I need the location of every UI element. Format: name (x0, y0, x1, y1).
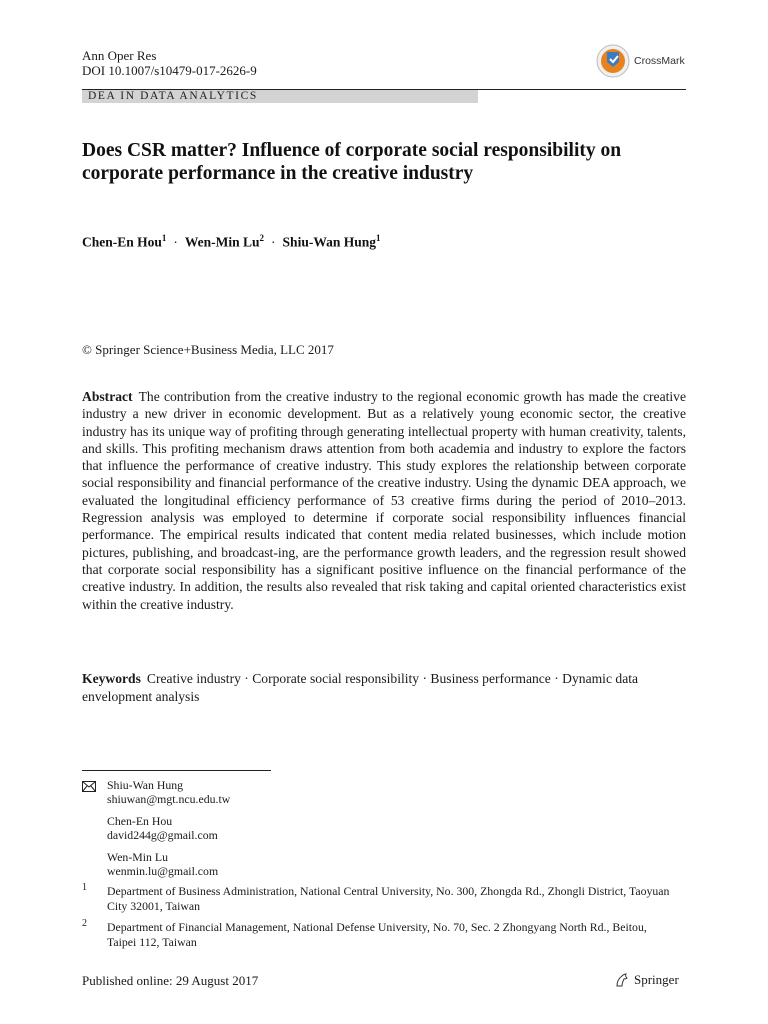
envelope-icon (82, 781, 96, 792)
crossmark-label: CrossMark (634, 55, 685, 67)
author-name[interactable]: Chen-En Hou (82, 234, 162, 250)
contact-name: Wen-Min Lu (107, 850, 168, 864)
author-list (82, 233, 380, 251)
affiliation-text: Department of Business Administration, National Central University, No. 300, Zhongda Rd., Zhongli District, Taoyuan City 32001, Taiwan (107, 884, 670, 913)
abstract-text: The contribution from the creative industry to the regional economic growth has made the creative industry a new driver in economic development. But as a relatively young economic sector, the creative industry has its unique way of profiting through generating intellectual property with human creativity, talents, and skills. This profiting mechanism draws attention from both academia and industry to explore the factors that influence the performance of creative industry. This study explores the relationship between corporate social responsibility and financial performance of the creative industry. Using the dynamic DEA approach, we evaluated the longitudinal efficiency performance of 53 creative firms during the period of 2010–2013. Regression analysis was employed to determine if corporate social responsibility influences financial performance. The empirical results indicated that content media related businesses, which include motion pictures, publishing, and broadcast-ing, are the performance growth leaders, and the regression result showed that corporate social responsibility has a significant positive influence on the financial performance of the creative industry. In addition, the results also revealed that risk taking and capital oriented characteristics exist within the creative industry. (82, 389, 686, 612)
crossmark-icon (596, 44, 630, 78)
affiliation-number: 1 (82, 882, 87, 893)
contact-email[interactable]: david244g@gmail.com (107, 828, 218, 842)
keywords (82, 670, 686, 706)
published-date: Published online: 29 August 2017 (82, 973, 259, 988)
crossmark-badge[interactable] (596, 44, 685, 78)
author-affiliation-mark: 1 (161, 233, 167, 243)
contact-email[interactable]: shiuwan@mgt.ncu.edu.tw (107, 792, 231, 806)
author-affiliation-mark: 1 (375, 233, 381, 243)
contact-name: Shiu-Wan Hung (107, 778, 184, 792)
keywords-text: Creative industry · Corporate social responsibility · Business performance · Dynamic data envelopment analysis (82, 671, 639, 704)
contact-name: Chen-En Hou (107, 814, 173, 828)
copyright-notice: © Springer Science+Business Media, LLC 2017 (82, 342, 334, 357)
author-name[interactable]: Shiu-Wan Hung (282, 234, 376, 250)
doi[interactable]: DOI 10.1007/s10479-017-2626-9 (82, 63, 257, 78)
publisher-name: Springer (634, 972, 679, 987)
section-label: DEA IN DATA ANALYTICS (88, 90, 258, 102)
journal-name: Ann Oper Res (82, 48, 157, 63)
affiliation-number: 2 (82, 918, 87, 929)
footnote-rule (82, 770, 271, 771)
abstract (82, 388, 686, 613)
author-separator: · (271, 234, 276, 250)
contact-email[interactable]: wenmin.lu@gmail.com (107, 864, 219, 878)
keywords-heading: Keywords (82, 671, 141, 686)
author-name[interactable]: Wen-Min Lu (184, 234, 260, 250)
paper-title: Does CSR matter? Influence of corporate social responsibility on corporate performance in the creative industry (82, 140, 622, 184)
abstract-heading: Abstract (82, 389, 133, 404)
publisher-logo (614, 972, 679, 988)
author-separator: · (173, 234, 178, 250)
springer-horse-icon (614, 972, 630, 988)
affiliation-text: Department of Financial Management, National Defense University, No. 70, Sec. 2 Zhongyang North Rd., Beitou, Taipei 112, Taiwan (107, 920, 647, 949)
author-affiliation-mark: 2 (259, 233, 265, 243)
